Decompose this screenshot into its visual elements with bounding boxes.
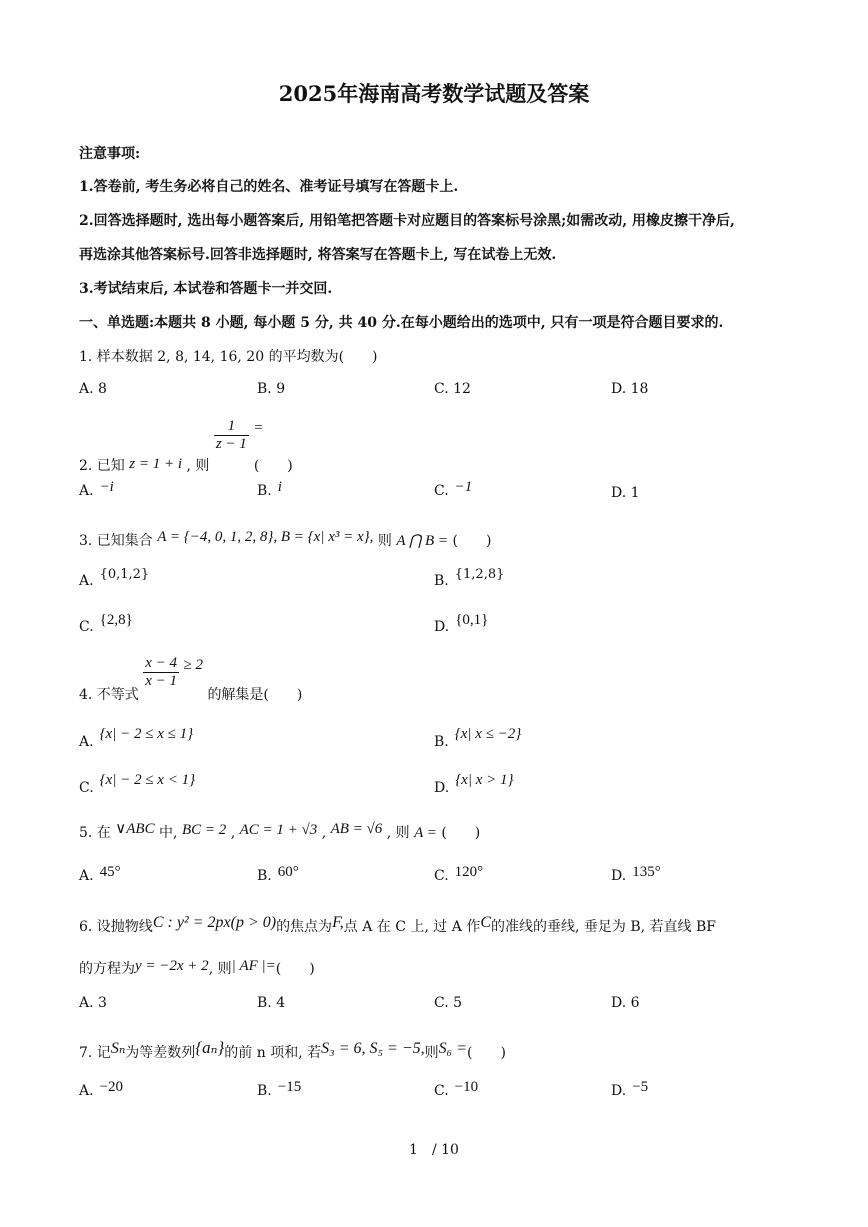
q2-fraction-den: z − 1 <box>215 436 247 452</box>
q6-prefix: 6. 设抛物线 <box>79 919 153 935</box>
question-6-stem-line1 <box>79 912 716 935</box>
notice-item-2a: 2.回答选择题时, 选出每小题答案后, 用铅笔把答题卡对应题目的答案标号涂黑;如需改动, 用橡皮擦干净后, <box>79 213 735 229</box>
q5-option-b: B. 60° <box>257 864 299 884</box>
page-number: 1 / 10 <box>409 1142 459 1158</box>
q5-text-2: , <box>230 825 236 841</box>
question-4-stem <box>79 655 303 703</box>
q7-an: {aₙ} <box>195 1038 225 1057</box>
notice-item-2b: 再选涂其他答案标号.回答非选择题时, 将答案写在答题卡上, 写在试卷上无效. <box>79 247 557 263</box>
q7-option-d: D. −5 <box>611 1079 649 1099</box>
q3-mid: 则 <box>377 533 392 549</box>
question-6-stem-line2 <box>79 958 315 978</box>
q7-text-3: 则 <box>424 1045 439 1061</box>
q2-mid: , 则 <box>186 457 210 474</box>
page-title: 2025年海南高考数学试题及答案 <box>278 81 590 106</box>
q5-prefix: 5. 在 <box>79 825 111 841</box>
q6-option-b: B. 4 <box>257 995 286 1011</box>
q6-text-3: 的准线的垂线, 垂足为 B, 若直线 BF <box>491 919 716 935</box>
q6-option-a: A. 3 <box>79 995 107 1011</box>
q2-fraction-num: 1 <box>214 418 249 436</box>
q5-option-c: C. 120° <box>434 864 484 884</box>
q2-option-d: D. 1 <box>611 485 640 501</box>
q5-text-4: , 则 <box>386 825 410 841</box>
question-1-stem: 1. 样本数据 2, 8, 14, 16, 20 的平均数为( ) <box>79 349 378 365</box>
q3-prefix: 3. 已知集合 <box>79 533 153 549</box>
question-3-stem <box>79 530 491 550</box>
q6-c: C <box>480 914 491 931</box>
notice-item-1: 1.答卷前, 考生务必将自己的姓名、准考证号填写在答题卡上. <box>79 179 459 195</box>
q6-text-2: 点 A 在 C 上, 过 A 作 <box>343 919 481 935</box>
q6-equation: y = −2x + 2 <box>135 958 209 974</box>
q3-option-d: D. {0,1} <box>434 612 489 635</box>
q7-s6: S₆ = <box>438 1040 467 1057</box>
q7-option-b: B. −15 <box>257 1079 302 1099</box>
q6-curve: C : y² = 2px(p > 0) <box>152 914 277 931</box>
q2-fraction <box>214 418 249 453</box>
q4-fraction <box>143 655 179 690</box>
q5-ab: AB = √6 <box>330 821 383 837</box>
q6-text-5: , 则 <box>208 961 232 977</box>
q7-text-2: 的前 n 项和, 若 <box>224 1045 322 1061</box>
q6-option-c: C. 5 <box>434 995 463 1011</box>
q6-paren: ( ) <box>275 961 315 977</box>
question-2-stem <box>79 418 307 474</box>
q5-option-a: A. 45° <box>79 864 121 884</box>
q5-triangle: ∨ABC <box>115 821 155 837</box>
q7-prefix: 7. 记 <box>79 1045 111 1061</box>
section-heading: 一、单选题:本题共 8 小题, 每小题 5 分, 共 40 分.在每小题给出的选项中, 只有一项是符合题目要求的. <box>79 315 724 331</box>
question-7-stem <box>79 1038 506 1061</box>
q2-equals: = <box>253 419 264 436</box>
q7-text-1: 为等差数列 <box>125 1045 196 1061</box>
q4-option-d: D. {x| x > 1} <box>434 772 514 796</box>
q2-prefix: 2. 已知 <box>79 457 125 474</box>
q5-option-d: D. 135° <box>611 864 661 884</box>
q2-condition: z = 1 + i <box>129 455 183 472</box>
q1-option-c: C. 12 <box>434 381 471 397</box>
q1-option-b: B. 9 <box>257 381 286 397</box>
q4-fraction-den: x − 1 <box>145 673 178 689</box>
q3-expr: A ⋂ B = <box>396 533 449 549</box>
q1-option-a: A. 8 <box>79 381 107 397</box>
q7-paren: ( ) <box>467 1045 506 1061</box>
q7-option-a: A. −20 <box>79 1079 124 1099</box>
q5-ac: AC = 1 + √3 <box>239 822 318 838</box>
q2-paren: ( ) <box>253 457 293 474</box>
q3-option-b: B. {1,2,8} <box>434 567 505 589</box>
q5-bc: BC = 2 <box>181 822 227 838</box>
q2-option-b: B. i <box>257 479 282 499</box>
q4-inequality: ≥ 2 <box>183 656 203 673</box>
q5-text-3: , <box>321 825 327 841</box>
q4-option-b: B. {x| x ≤ −2} <box>434 726 522 750</box>
q4-fraction-num: x − 4 <box>145 655 178 671</box>
q7-sn: Sₙ <box>110 1040 126 1057</box>
q6-af: | AF |= <box>231 958 276 974</box>
q5-text-1: 中, <box>159 825 178 841</box>
q5-paren: ( ) <box>441 825 481 841</box>
q5-expr: A = <box>414 825 437 841</box>
q6-option-d: D. 6 <box>611 995 640 1011</box>
q2-option-a: A. −i <box>79 479 114 499</box>
q2-option-c: C. −1 <box>434 479 473 499</box>
q4-suffix: 的解集是( ) <box>207 686 303 703</box>
q4-option-a: A. {x| − 2 ≤ x ≤ 1} <box>79 726 194 750</box>
q4-prefix: 4. 不等式 <box>79 686 139 703</box>
question-5-stem <box>79 822 480 842</box>
q6-text-4: 的方程为 <box>79 961 135 977</box>
q1-option-d: D. 18 <box>611 381 649 397</box>
q3-option-a: A. {0,1,2} <box>79 567 150 589</box>
q3-sets: A = {−4, 0, 1, 2, 8}, B = {x| x³ = x}, <box>157 529 374 545</box>
q3-paren: ( ) <box>452 533 492 549</box>
q3-option-c: C. {2,8} <box>79 612 133 635</box>
notice-item-3: 3.考试结束后, 本试卷和答题卡一并交回. <box>79 281 333 297</box>
q7-option-c: C. −10 <box>434 1079 479 1099</box>
q7-condition: S₃ = 6, S₅ = −5, <box>321 1040 425 1057</box>
q6-text-1: 的焦点为 <box>276 919 333 935</box>
q6-focus: F, <box>332 914 344 931</box>
q4-option-c: C. {x| − 2 ≤ x < 1} <box>79 772 196 796</box>
notice-heading: 注意事项: <box>79 146 141 162</box>
